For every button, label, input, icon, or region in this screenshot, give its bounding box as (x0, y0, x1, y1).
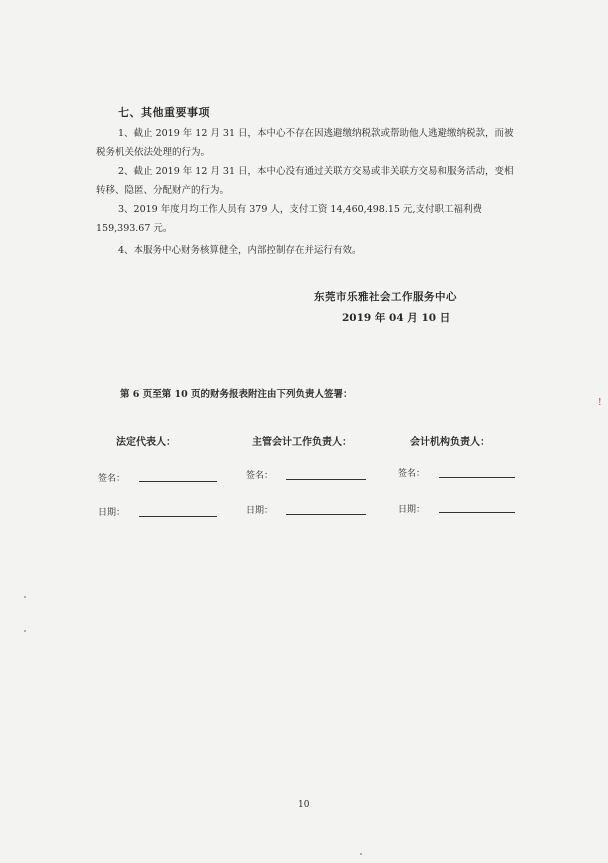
organization-name: 东莞市乐雅社会工作服务中心 (314, 291, 457, 303)
paragraph-1 (96, 124, 516, 162)
scan-dot (360, 853, 362, 855)
paragraph-4-text: 4、本服务中心财务核算健全，内部控制存在并运行有效。 (118, 245, 362, 256)
paragraph-2 (96, 162, 516, 200)
sign-label-2: 签名： (246, 471, 274, 481)
page-number: 10 (298, 800, 310, 810)
paragraph-3-text: 3、2019 年度月均工作人员有 379 人，支付工资 14,460,498.15 元,支付职工福利费 159,393.67 元。 (96, 204, 482, 234)
report-date: 2019 年 04 月 10 日 (342, 312, 451, 324)
scan-dot (24, 630, 26, 632)
scan-dot (24, 596, 26, 598)
sign-label-3: 签名： (398, 469, 426, 479)
sign-label-1: 签名： (98, 474, 126, 484)
date-line-2[interactable] (286, 514, 366, 515)
sign-line-3[interactable] (439, 477, 515, 478)
sign-line-1[interactable] (139, 481, 217, 482)
role-legal-representative: 法定代表人： (116, 437, 176, 448)
role-accounting-head: 会计机构负责人： (410, 437, 490, 448)
role-accounting-supervisor: 主管会计工作负责人： (252, 437, 352, 448)
date-label-2: 日期： (246, 506, 274, 516)
paragraph-4 (96, 241, 516, 260)
section-title: 七、其他重要事项 (118, 106, 210, 119)
paragraph-2-text: 2、截止 2019 年 12 月 31 日，本中心没有通过关联方交易或非关联方交易和服务活动，变相转移、隐匿、分配财产的行为。 (96, 166, 514, 196)
date-line-1[interactable] (139, 516, 217, 517)
scan-mark-icon: ! (598, 398, 602, 408)
date-label-1: 日期： (98, 508, 126, 518)
sign-line-2[interactable] (286, 479, 366, 480)
paragraph-3 (96, 200, 516, 238)
date-line-3[interactable] (439, 512, 515, 513)
attestation-statement: 第 6 页至第 10 页的财务报表附注由下列负责人签署： (120, 389, 353, 400)
paragraph-1-text: 1、截止 2019 年 12 月 31 日，本中心不存在因逃避缴纳税款或帮助他人逃避缴纳税款，而被税务机关依法处理的行为。 (96, 128, 514, 158)
date-label-3: 日期： (398, 505, 426, 515)
